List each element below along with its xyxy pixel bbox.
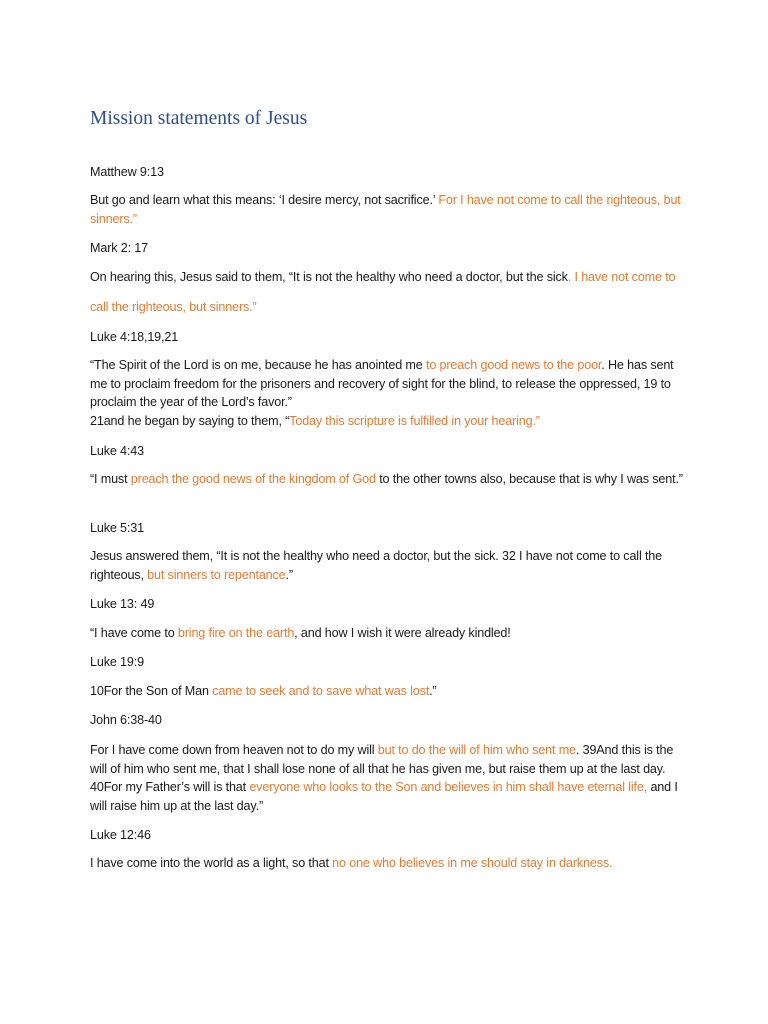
highlighted-text: no one who believes in me should stay in darkness. [332,856,613,870]
verse-text: and I will raise him up at the last day.” [90,780,678,813]
highlighted-text: preach the good news of the kingdom of God [130,472,376,486]
verse-text-luke-4-18 [90,356,690,430]
highlighted-text: everyone who looks to the Son and believes in him shall have eternal life, [249,780,648,794]
verse-reference-luke-5-31: Luke 5:31 [90,521,144,535]
highlighted-text: but to do the will of him who sent me [377,743,576,757]
verse-reference-luke-12-46: Luke 12:46 [90,828,151,842]
verse-reference-luke-19-9: Luke 19:9 [90,655,144,669]
verse-text-mark-2-17 [90,262,690,322]
highlighted-text: For I have not come to call the righteous, but sinners.” [90,193,681,226]
verse-reference-luke-4-18: Luke 4:18,19,21 [90,330,179,344]
verse-text: “I have come to [90,626,178,640]
verse-text-luke-13-49 [90,624,690,643]
verse-text: . 39And this is the will of him who sent me, that I shall lose none of all that he has given me, but raise them up at the last day. 40For my Father’s will is that [90,743,674,794]
verse-text-luke-4-43 [90,470,690,489]
verse-reference-matthew-9-13: Matthew 9:13 [90,165,164,179]
verse-text: .” [429,684,437,698]
verse-reference-luke-13-49: Luke 13: 49 [90,597,155,611]
verse-reference-luke-4-43: Luke 4:43 [90,444,144,458]
highlighted-text: to preach good news to the poor [425,358,602,372]
verse-text: I have come into the world as a light, so that [90,856,333,870]
verse-text: , and how I wish it were already kindled! [294,626,511,640]
verse-text: 21and he began by saying to them, “ [90,413,290,428]
verse-text: For I have come down from heaven not to do my will [90,743,378,757]
verse-reference-john-6-38: John 6:38-40 [90,713,162,727]
verse-text: “The Spirit of the Lord is on me, because he has anointed me [90,358,426,372]
verse-text-matthew-9-13 [90,191,690,228]
verse-text: But go and learn what this means: ‘I desire mercy, not sacrifice.’ [90,193,439,207]
highlighted-text: . I have not come to call the righteous, but sinners.” [90,270,676,314]
verse-text: “I must [90,472,131,486]
highlighted-text: came to seek and to save what was lost [212,684,430,698]
verse-text-luke-5-31 [90,547,690,584]
highlighted-text: Today this scripture is fulfilled in your hearing.” [289,413,540,428]
page-title: Mission statements of Jesus [90,108,308,129]
highlighted-text: but sinners to repentance [147,567,286,582]
verse-reference-mark-2-17: Mark 2: 17 [90,241,148,255]
verse-text: to the other towns also, because that is why I was sent.” [375,472,683,486]
verse-text-luke-19-9 [90,682,690,701]
verse-text: On hearing this, Jesus said to them, “It is not the healthy who need a doctor, but the sick [90,270,568,284]
verse-text-john-6-38 [90,741,690,815]
verse-text: 10For the Son of Man [90,684,213,698]
verse-text-luke-12-46 [90,854,690,873]
verse-text: .” [285,567,293,582]
verse-text: . He has sent me to proclaim freedom for the prisoners and recovery of sight for the blind, to release the oppressed, 19 to proclaim the year of the Lord’s favor.” [90,358,674,409]
verse-text: Jesus answered them, “It is not the healthy who need a doctor, but the sick. 32 I have not come to call the righteous, [90,549,662,582]
highlighted-text: bring fire on the earth [177,626,295,640]
